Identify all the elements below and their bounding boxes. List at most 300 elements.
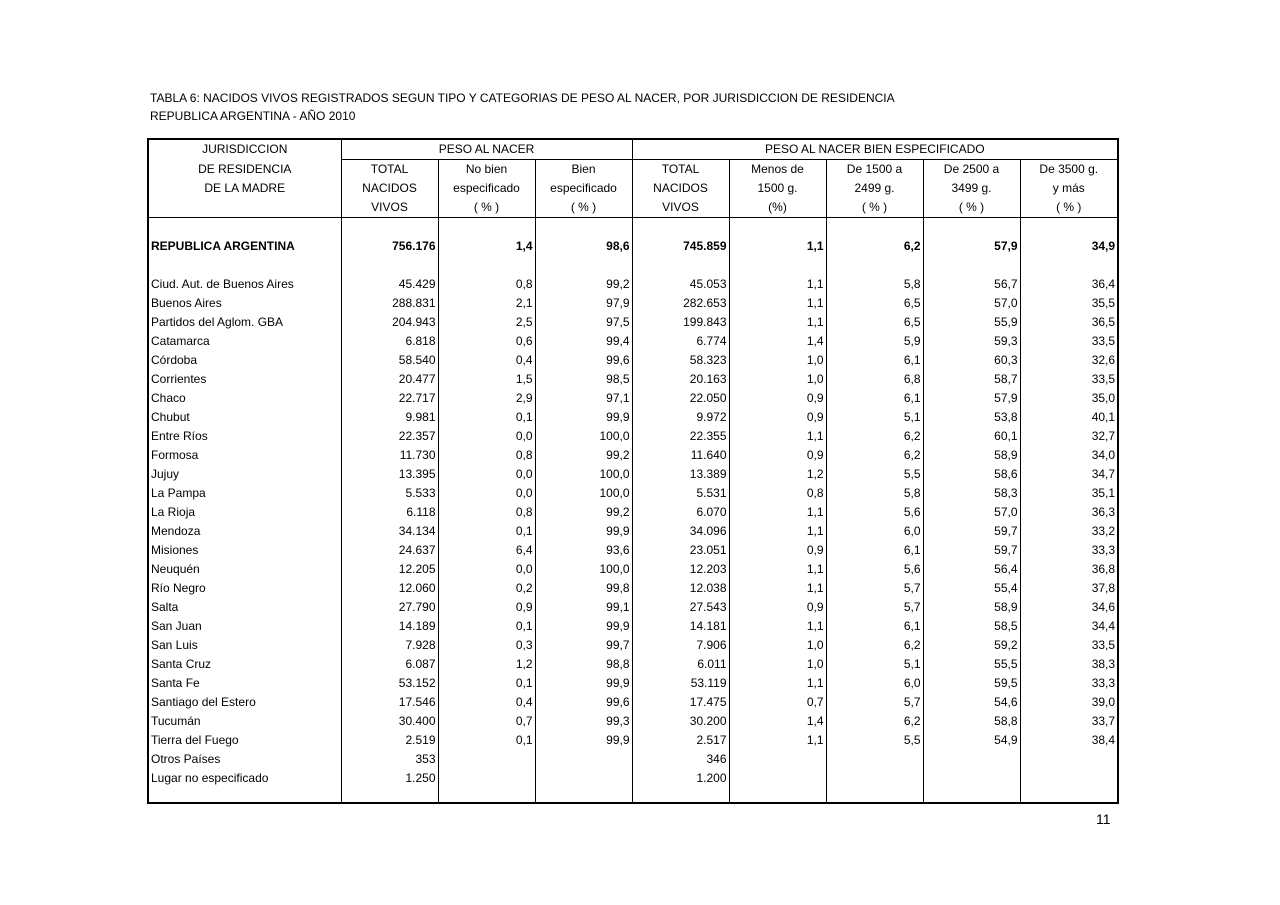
table-row bbox=[148, 769, 1118, 788]
spacer-cell bbox=[1020, 256, 1118, 275]
value-cell: 7.906 bbox=[632, 636, 729, 655]
value-cell: 6,1 bbox=[826, 541, 923, 560]
spacer-cell bbox=[923, 788, 1020, 803]
jurisdiccion-cell: La Pampa bbox=[151, 486, 206, 500]
value-cell: 99,2 bbox=[535, 446, 632, 465]
spacer-cell bbox=[632, 218, 729, 238]
jurisdiccion-cell: Río Negro bbox=[151, 581, 206, 595]
value-cell: 53.152 bbox=[341, 674, 438, 693]
jurisdiccion-cell: Tierra del Fuego bbox=[151, 733, 239, 747]
jurisdiccion-cell: San Luis bbox=[151, 638, 198, 652]
value-cell: 1,4 bbox=[438, 237, 535, 256]
value-cell: 13.389 bbox=[632, 465, 729, 484]
value-cell: 0,6 bbox=[438, 332, 535, 351]
table-row bbox=[148, 655, 1118, 674]
value-cell: 346 bbox=[632, 750, 729, 769]
header-row-4 bbox=[148, 198, 1118, 218]
spacer-cell bbox=[341, 256, 438, 275]
jurisdiccion-cell: Misiones bbox=[151, 543, 199, 557]
value-cell: 12.060 bbox=[341, 579, 438, 598]
value-cell: 45.429 bbox=[341, 275, 438, 294]
header-cell: especificado bbox=[438, 179, 535, 198]
value-cell: 1,0 bbox=[729, 351, 826, 370]
value-cell bbox=[923, 769, 1020, 788]
value-cell: 99,2 bbox=[535, 503, 632, 522]
table-row bbox=[148, 294, 1118, 313]
value-cell: 36,8 bbox=[1020, 560, 1118, 579]
header-cell: Menos de bbox=[729, 160, 826, 180]
jurisdiccion-cell: Buenos Aires bbox=[151, 296, 222, 310]
value-cell: 58.323 bbox=[632, 351, 729, 370]
table-row bbox=[148, 465, 1118, 484]
value-cell bbox=[535, 750, 632, 769]
value-cell: 57,0 bbox=[923, 503, 1020, 522]
value-cell: 60,3 bbox=[923, 351, 1020, 370]
jurisdiccion-cell: Otros Países bbox=[151, 752, 221, 766]
spacer-cell bbox=[148, 788, 341, 803]
jurisdiccion-cell: Salta bbox=[151, 600, 179, 614]
value-cell: 32,6 bbox=[1020, 351, 1118, 370]
value-cell: 0,7 bbox=[438, 712, 535, 731]
table-row bbox=[148, 731, 1118, 750]
header-cell: ( % ) bbox=[535, 198, 632, 218]
value-cell: 60,1 bbox=[923, 427, 1020, 446]
spacer-cell bbox=[535, 788, 632, 803]
value-cell: 35,0 bbox=[1020, 389, 1118, 408]
spacer-cell bbox=[148, 218, 341, 238]
value-cell: 33,5 bbox=[1020, 636, 1118, 655]
header-jur-line: DE RESIDENCIA bbox=[198, 161, 292, 176]
spacer-row bbox=[148, 256, 1118, 275]
value-cell: 6,2 bbox=[826, 427, 923, 446]
value-cell: 0,9 bbox=[729, 408, 826, 427]
table-row bbox=[148, 674, 1118, 693]
value-cell: 55,4 bbox=[923, 579, 1020, 598]
header-cell: (%) bbox=[729, 198, 826, 218]
jurisdiccion-cell: REPUBLICA ARGENTINA bbox=[151, 239, 295, 253]
value-cell: 12.203 bbox=[632, 560, 729, 579]
header-cell: ( % ) bbox=[1020, 198, 1118, 218]
value-cell: 282.653 bbox=[632, 294, 729, 313]
header-cell: Bien bbox=[535, 160, 632, 180]
value-cell: 1,2 bbox=[438, 655, 535, 674]
value-cell: 34.096 bbox=[632, 522, 729, 541]
value-cell: 59,7 bbox=[923, 541, 1020, 560]
header-cell: VIVOS bbox=[341, 198, 438, 218]
value-cell: 1,1 bbox=[729, 731, 826, 750]
value-cell: 36,5 bbox=[1020, 313, 1118, 332]
value-cell: 6.774 bbox=[632, 332, 729, 351]
value-cell: 11.730 bbox=[341, 446, 438, 465]
value-cell: 34,4 bbox=[1020, 617, 1118, 636]
table-row bbox=[148, 693, 1118, 712]
value-cell: 33,5 bbox=[1020, 370, 1118, 389]
value-cell: 745.859 bbox=[632, 237, 729, 256]
value-cell: 1,1 bbox=[729, 503, 826, 522]
value-cell: 99,2 bbox=[535, 275, 632, 294]
value-cell bbox=[729, 769, 826, 788]
value-cell: 1,0 bbox=[729, 655, 826, 674]
value-cell: 58,7 bbox=[923, 370, 1020, 389]
value-cell bbox=[826, 750, 923, 769]
value-cell: 1,2 bbox=[729, 465, 826, 484]
header-cell: No bien bbox=[438, 160, 535, 180]
spacer-cell bbox=[1020, 218, 1118, 238]
value-cell: 0,1 bbox=[438, 408, 535, 427]
value-cell: 1,1 bbox=[729, 313, 826, 332]
value-cell: 6.087 bbox=[341, 655, 438, 674]
value-cell: 6,1 bbox=[826, 351, 923, 370]
value-cell: 30.400 bbox=[341, 712, 438, 731]
table-row bbox=[148, 636, 1118, 655]
value-cell: 22.357 bbox=[341, 427, 438, 446]
header-jur-line: DE LA MADRE bbox=[204, 181, 286, 195]
value-cell: 99,3 bbox=[535, 712, 632, 731]
value-cell: 0,9 bbox=[729, 598, 826, 617]
table-row bbox=[148, 389, 1118, 408]
value-cell: 37,8 bbox=[1020, 579, 1118, 598]
value-cell: 24.637 bbox=[341, 541, 438, 560]
spacer-cell bbox=[729, 218, 826, 238]
value-cell: 22.050 bbox=[632, 389, 729, 408]
value-cell: 22.717 bbox=[341, 389, 438, 408]
value-cell: 5,5 bbox=[826, 731, 923, 750]
value-cell: 1.250 bbox=[341, 769, 438, 788]
value-cell: 12.038 bbox=[632, 579, 729, 598]
value-cell bbox=[729, 750, 826, 769]
spacer-cell bbox=[923, 256, 1020, 275]
table-row bbox=[148, 598, 1118, 617]
value-cell bbox=[438, 750, 535, 769]
value-cell: 53,8 bbox=[923, 408, 1020, 427]
jurisdiccion-cell: Ciud. Aut. de Buenos Aires bbox=[151, 277, 294, 291]
value-cell: 0,1 bbox=[438, 731, 535, 750]
value-cell: 1,4 bbox=[729, 712, 826, 731]
value-cell bbox=[1020, 769, 1118, 788]
value-cell: 5,8 bbox=[826, 484, 923, 503]
value-cell: 54,9 bbox=[923, 731, 1020, 750]
value-cell: 199.843 bbox=[632, 313, 729, 332]
value-cell: 1,1 bbox=[729, 674, 826, 693]
jurisdiccion-cell: Neuquén bbox=[151, 562, 200, 576]
value-cell: 2,9 bbox=[438, 389, 535, 408]
value-cell: 22.355 bbox=[632, 427, 729, 446]
value-cell: 6,0 bbox=[826, 522, 923, 541]
value-cell: 1,1 bbox=[729, 560, 826, 579]
value-cell: 2.519 bbox=[341, 731, 438, 750]
jurisdiccion-cell: Córdoba bbox=[151, 353, 198, 367]
value-cell: 58,9 bbox=[923, 598, 1020, 617]
value-cell: 12.205 bbox=[341, 560, 438, 579]
table-row bbox=[148, 332, 1118, 351]
value-cell: 0,8 bbox=[438, 275, 535, 294]
table-row bbox=[148, 560, 1118, 579]
value-cell: 1,1 bbox=[729, 294, 826, 313]
value-cell: 40,1 bbox=[1020, 408, 1118, 427]
value-cell: 1.200 bbox=[632, 769, 729, 788]
value-cell: 59,7 bbox=[923, 522, 1020, 541]
value-cell: 34.134 bbox=[341, 522, 438, 541]
value-cell: 98,8 bbox=[535, 655, 632, 674]
value-cell: 59,2 bbox=[923, 636, 1020, 655]
value-cell: 6,8 bbox=[826, 370, 923, 389]
value-cell: 98,6 bbox=[535, 237, 632, 256]
header-jurisdiccion: JURISDICCION bbox=[202, 142, 288, 157]
table-row bbox=[148, 579, 1118, 598]
value-cell: 59,3 bbox=[923, 332, 1020, 351]
value-cell: 7.928 bbox=[341, 636, 438, 655]
spacer-cell bbox=[438, 218, 535, 238]
value-cell: 57,9 bbox=[923, 237, 1020, 256]
value-cell: 53.119 bbox=[632, 674, 729, 693]
value-cell: 0,9 bbox=[729, 446, 826, 465]
spacer-cell bbox=[729, 256, 826, 275]
value-cell: 5,1 bbox=[826, 655, 923, 674]
table-row bbox=[148, 351, 1118, 370]
value-cell: 56,4 bbox=[923, 560, 1020, 579]
birth-weight-table bbox=[147, 138, 1119, 804]
value-cell: 6,4 bbox=[438, 541, 535, 560]
value-cell: 58,5 bbox=[923, 617, 1020, 636]
page-number: 11 bbox=[1096, 811, 1111, 827]
value-cell: 99,9 bbox=[535, 674, 632, 693]
value-cell: 14.189 bbox=[341, 617, 438, 636]
header-group-peso-al-nacer: PESO AL NACER bbox=[341, 139, 632, 160]
jurisdiccion-cell: Mendoza bbox=[151, 524, 201, 538]
value-cell: 0,3 bbox=[438, 636, 535, 655]
spacer-cell bbox=[826, 788, 923, 803]
header-group-peso-bien-especificado: PESO AL NACER BIEN ESPECIFICADO bbox=[632, 139, 1118, 160]
header-cell: TOTAL bbox=[632, 160, 729, 180]
value-cell: 0,0 bbox=[438, 560, 535, 579]
value-cell: 0,8 bbox=[438, 446, 535, 465]
jurisdiccion-cell: San Juan bbox=[151, 619, 202, 633]
table-row bbox=[148, 313, 1118, 332]
value-cell: 58,8 bbox=[923, 712, 1020, 731]
value-cell: 35,5 bbox=[1020, 294, 1118, 313]
table-row bbox=[148, 275, 1118, 294]
table-subtitle: REPUBLICA ARGENTINA - AÑO 2010 bbox=[150, 109, 356, 123]
value-cell: 33,5 bbox=[1020, 332, 1118, 351]
value-cell: 6,2 bbox=[826, 636, 923, 655]
value-cell: 100,0 bbox=[535, 560, 632, 579]
jurisdiccion-cell: Catamarca bbox=[151, 334, 210, 348]
jurisdiccion-cell: Tucumán bbox=[151, 714, 201, 728]
total-row bbox=[148, 237, 1118, 256]
value-cell: 97,9 bbox=[535, 294, 632, 313]
value-cell: 57,0 bbox=[923, 294, 1020, 313]
value-cell: 5.531 bbox=[632, 484, 729, 503]
value-cell: 58,6 bbox=[923, 465, 1020, 484]
spacer-cell bbox=[826, 256, 923, 275]
spacer-cell bbox=[826, 218, 923, 238]
value-cell: 57,9 bbox=[923, 389, 1020, 408]
value-cell: 17.546 bbox=[341, 693, 438, 712]
value-cell: 6,2 bbox=[826, 712, 923, 731]
value-cell: 2.517 bbox=[632, 731, 729, 750]
spacer-cell bbox=[341, 218, 438, 238]
header-cell: De 1500 a bbox=[826, 160, 923, 180]
header-cell: ( % ) bbox=[826, 198, 923, 218]
value-cell: 0,8 bbox=[729, 484, 826, 503]
spacer-cell bbox=[438, 256, 535, 275]
header-jur-line bbox=[148, 198, 341, 218]
value-cell: 34,9 bbox=[1020, 237, 1118, 256]
value-cell: 2,5 bbox=[438, 313, 535, 332]
value-cell: 17.475 bbox=[632, 693, 729, 712]
spacer-cell bbox=[535, 256, 632, 275]
value-cell: 100,0 bbox=[535, 465, 632, 484]
value-cell: 6,1 bbox=[826, 617, 923, 636]
table-row bbox=[148, 408, 1118, 427]
value-cell: 6.011 bbox=[632, 655, 729, 674]
header-row-1 bbox=[148, 139, 1118, 160]
value-cell: 20.163 bbox=[632, 370, 729, 389]
value-cell bbox=[826, 769, 923, 788]
value-cell: 2,1 bbox=[438, 294, 535, 313]
value-cell: 0,0 bbox=[438, 484, 535, 503]
value-cell: 54,6 bbox=[923, 693, 1020, 712]
jurisdiccion-cell: Chaco bbox=[151, 391, 186, 405]
header-cell: ( % ) bbox=[923, 198, 1020, 218]
value-cell: 1,1 bbox=[729, 427, 826, 446]
value-cell: 59,5 bbox=[923, 674, 1020, 693]
jurisdiccion-cell: Santa Fe bbox=[151, 676, 200, 690]
jurisdiccion-cell: Santiago del Estero bbox=[151, 695, 256, 709]
value-cell: 5,7 bbox=[826, 598, 923, 617]
header-cell: 1500 g. bbox=[729, 179, 826, 198]
jurisdiccion-cell: Formosa bbox=[151, 448, 199, 462]
value-cell: 288.831 bbox=[341, 294, 438, 313]
value-cell: 5,1 bbox=[826, 408, 923, 427]
value-cell: 32,7 bbox=[1020, 427, 1118, 446]
value-cell: 6,5 bbox=[826, 294, 923, 313]
value-cell: 99,1 bbox=[535, 598, 632, 617]
value-cell: 56,7 bbox=[923, 275, 1020, 294]
value-cell: 0,1 bbox=[438, 617, 535, 636]
value-cell: 0,9 bbox=[438, 598, 535, 617]
value-cell: 6,2 bbox=[826, 446, 923, 465]
value-cell: 34,0 bbox=[1020, 446, 1118, 465]
table-row bbox=[148, 750, 1118, 769]
value-cell: 0,8 bbox=[438, 503, 535, 522]
value-cell: 5,7 bbox=[826, 579, 923, 598]
value-cell: 0,1 bbox=[438, 522, 535, 541]
value-cell: 33,7 bbox=[1020, 712, 1118, 731]
jurisdiccion-cell: Santa Cruz bbox=[151, 657, 212, 671]
jurisdiccion-cell: Chubut bbox=[151, 410, 190, 424]
value-cell: 38,4 bbox=[1020, 731, 1118, 750]
value-cell: 6.070 bbox=[632, 503, 729, 522]
value-cell: 11.640 bbox=[632, 446, 729, 465]
spacer-cell bbox=[632, 788, 729, 803]
header-cell: NACIDOS bbox=[632, 179, 729, 198]
value-cell: 1,1 bbox=[729, 275, 826, 294]
jurisdiccion-cell: Partidos del Aglom. GBA bbox=[151, 315, 284, 329]
table-row bbox=[148, 522, 1118, 541]
jurisdiccion-cell: Jujuy bbox=[151, 467, 180, 481]
value-cell: 99,7 bbox=[535, 636, 632, 655]
value-cell: 30.200 bbox=[632, 712, 729, 731]
value-cell: 27.543 bbox=[632, 598, 729, 617]
header-cell: 2499 g. bbox=[826, 179, 923, 198]
value-cell: 5,5 bbox=[826, 465, 923, 484]
table-row bbox=[148, 617, 1118, 636]
value-cell: 99,6 bbox=[535, 693, 632, 712]
value-cell bbox=[1020, 750, 1118, 769]
value-cell: 36,4 bbox=[1020, 275, 1118, 294]
value-cell: 33,3 bbox=[1020, 674, 1118, 693]
header-cell: 3499 g. bbox=[923, 179, 1020, 198]
value-cell: 5,8 bbox=[826, 275, 923, 294]
header-cell: y más bbox=[1020, 179, 1118, 198]
value-cell: 1,1 bbox=[729, 617, 826, 636]
spacer-cell bbox=[729, 788, 826, 803]
value-cell: 6.118 bbox=[341, 503, 438, 522]
value-cell: 93,6 bbox=[535, 541, 632, 560]
value-cell: 1,1 bbox=[729, 579, 826, 598]
value-cell: 34,7 bbox=[1020, 465, 1118, 484]
value-cell: 55,5 bbox=[923, 655, 1020, 674]
value-cell: 0,9 bbox=[729, 389, 826, 408]
value-cell: 0,9 bbox=[729, 541, 826, 560]
value-cell: 6,0 bbox=[826, 674, 923, 693]
value-cell: 1,1 bbox=[729, 522, 826, 541]
value-cell: 35,1 bbox=[1020, 484, 1118, 503]
jurisdiccion-cell: Entre Ríos bbox=[151, 429, 208, 443]
value-cell: 756.176 bbox=[341, 237, 438, 256]
table-row bbox=[148, 712, 1118, 731]
header-cell: ( % ) bbox=[438, 198, 535, 218]
value-cell bbox=[438, 769, 535, 788]
table-row bbox=[148, 427, 1118, 446]
value-cell: 98,5 bbox=[535, 370, 632, 389]
value-cell: 6,2 bbox=[826, 237, 923, 256]
value-cell: 5,6 bbox=[826, 560, 923, 579]
header-cell: NACIDOS bbox=[341, 179, 438, 198]
value-cell: 0,4 bbox=[438, 693, 535, 712]
value-cell: 23.051 bbox=[632, 541, 729, 560]
value-cell: 1,0 bbox=[729, 636, 826, 655]
header-cell: VIVOS bbox=[632, 198, 729, 218]
value-cell: 58.540 bbox=[341, 351, 438, 370]
value-cell: 27.790 bbox=[341, 598, 438, 617]
table-row bbox=[148, 484, 1118, 503]
jurisdiccion-cell: La Rioja bbox=[151, 505, 196, 519]
spacer-row bbox=[148, 218, 1118, 238]
value-cell: 20.477 bbox=[341, 370, 438, 389]
value-cell: 33,2 bbox=[1020, 522, 1118, 541]
value-cell: 204.943 bbox=[341, 313, 438, 332]
value-cell: 5.533 bbox=[341, 484, 438, 503]
table-row bbox=[148, 370, 1118, 389]
value-cell: 58,9 bbox=[923, 446, 1020, 465]
value-cell: 100,0 bbox=[535, 427, 632, 446]
value-cell: 97,1 bbox=[535, 389, 632, 408]
value-cell: 0,4 bbox=[438, 351, 535, 370]
value-cell: 5,9 bbox=[826, 332, 923, 351]
value-cell: 0,7 bbox=[729, 693, 826, 712]
value-cell: 9.972 bbox=[632, 408, 729, 427]
spacer-cell bbox=[341, 788, 438, 803]
value-cell: 6,1 bbox=[826, 389, 923, 408]
value-cell: 13.395 bbox=[341, 465, 438, 484]
spacer-row bbox=[148, 788, 1118, 803]
header-cell: TOTAL bbox=[341, 160, 438, 180]
value-cell: 33,3 bbox=[1020, 541, 1118, 560]
value-cell: 34,6 bbox=[1020, 598, 1118, 617]
value-cell: 0,0 bbox=[438, 465, 535, 484]
